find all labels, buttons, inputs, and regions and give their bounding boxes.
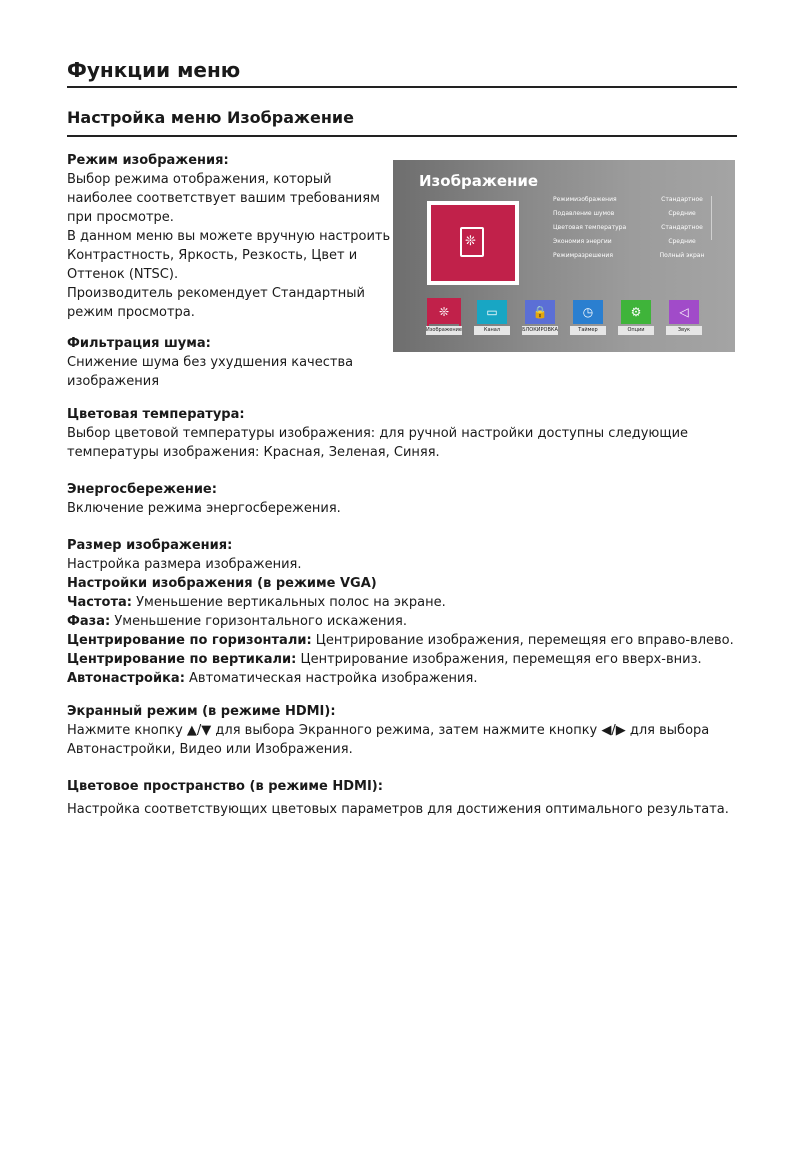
tv-menu-item-timer[interactable]: ◷ Таймер <box>573 300 603 330</box>
page-title: Функции меню <box>67 58 241 82</box>
tv-setting-row[interactable]: Экономия энергии Средние <box>553 238 696 245</box>
energy-section <box>67 480 341 518</box>
energy-text: Включение режима энергосбережения. <box>67 501 341 516</box>
lock-icon: 🔒 <box>525 300 555 324</box>
color-space-text: Настройка соответствующих цветовых параметров для достижения оптимального результата. <box>67 802 729 817</box>
title-divider <box>67 86 737 88</box>
picture-mode-line: наиболее соответствует вашим требованиям <box>67 191 380 206</box>
picture-mode-heading: Режим изображения: <box>67 153 229 168</box>
picture-mode-line: Контрастность, Яркость, Резкость, Цвет и <box>67 248 358 263</box>
picture-mode-line: режим просмотра. <box>67 305 195 320</box>
picture-big-icon: ❊ <box>427 201 519 285</box>
picture-mode-line: Оттенок (NTSC). <box>67 267 179 282</box>
tv-menu-item-options[interactable]: ⚙ Опции <box>621 300 651 330</box>
monitor-icon: ▭ <box>477 300 507 324</box>
screen-mode-heading: Экранный режим (в режиме HDMI): <box>67 704 336 719</box>
gear-icon: ⚙ <box>621 300 651 324</box>
vga-item: Центрирование по вертикали: Центрирование изображения, перемещяя его вверх-вниз. <box>67 652 702 667</box>
picture-icon: ❊ <box>429 300 459 324</box>
vga-item: Фаза: Уменьшение горизонтального искажения. <box>67 614 407 629</box>
tv-settings-list <box>553 196 713 266</box>
color-temp-section <box>67 405 688 462</box>
size-text: Настройка размера изображения. <box>67 557 302 572</box>
color-temp-line: Выбор цветовой температуры изображения: для ручной настройки доступны следующие <box>67 426 689 441</box>
tv-menu-item-lock[interactable]: 🔒 БЛОКИРОВКА <box>525 300 555 330</box>
picture-mode-line: Производитель рекомендует Стандартный <box>67 286 365 301</box>
section-divider <box>67 135 737 137</box>
screen-mode-section <box>67 702 709 759</box>
size-section <box>67 536 734 688</box>
tv-menu-screenshot <box>393 160 735 352</box>
color-space-heading: Цветовое пространство (в режиме HDMI): <box>67 779 383 794</box>
noise-line: изображения <box>67 374 160 389</box>
vga-heading: Настройки изображения (в режиме VGA) <box>67 576 377 591</box>
tv-setting-row[interactable]: Режимизображения Стандартное <box>553 196 703 203</box>
size-heading: Размер изображения: <box>67 538 233 553</box>
tv-setting-row[interactable]: Режимразрешения Полный экран <box>553 252 705 259</box>
vga-item: Центрирование по горизонтали: Центрирование изображения, перемещяя его вправо-влево. <box>67 633 734 648</box>
vga-item: Частота: Уменьшение вертикальных полос на экране. <box>67 595 446 610</box>
tv-menu-item-picture[interactable]: ❊ Изображение <box>429 300 459 330</box>
energy-heading: Энергосбережение: <box>67 482 217 497</box>
picture-mode-section <box>67 151 390 322</box>
screen-mode-line: Нажмите кнопку ▲/▼ для выбора Экранного режима, затем нажмите кнопку ◀/▶ для выбора <box>67 723 710 738</box>
picture-mode-line: Выбор режима отображения, который <box>67 172 332 187</box>
noise-line: Снижение шума без ухудшения качества <box>67 355 354 370</box>
tv-menu-item-sound[interactable]: ◁ Звук <box>669 300 699 330</box>
tv-setting-row[interactable]: Подавление шумов Средние <box>553 210 696 217</box>
tv-menu-title: Изображение <box>419 172 539 190</box>
picture-mode-line: при просмотре. <box>67 210 174 225</box>
picture-mode-line: В данном меню вы можете вручную настроить <box>67 229 391 244</box>
speaker-icon: ◁ <box>669 300 699 324</box>
section-title: Настройка меню Изображение <box>67 108 354 127</box>
screen-mode-line: Автонастройки, Видео или Изображения. <box>67 742 353 757</box>
tv-menu-item-channel[interactable]: ▭ Канал <box>477 300 507 330</box>
tv-scrollbar[interactable] <box>711 196 712 240</box>
noise-heading: Фильтрация шума: <box>67 336 211 351</box>
clock-icon: ◷ <box>573 300 603 324</box>
tv-setting-row[interactable]: Цветовая температура Стандартное <box>553 224 703 231</box>
color-temp-line: температуры изображения: Красная, Зеленая, Синяя. <box>67 445 440 460</box>
color-space-section <box>67 777 729 819</box>
vga-item: Автонастройка: Автоматическая настройка изображения. <box>67 671 478 686</box>
noise-section <box>67 334 353 391</box>
color-temp-heading: Цветовая температура: <box>67 407 245 422</box>
